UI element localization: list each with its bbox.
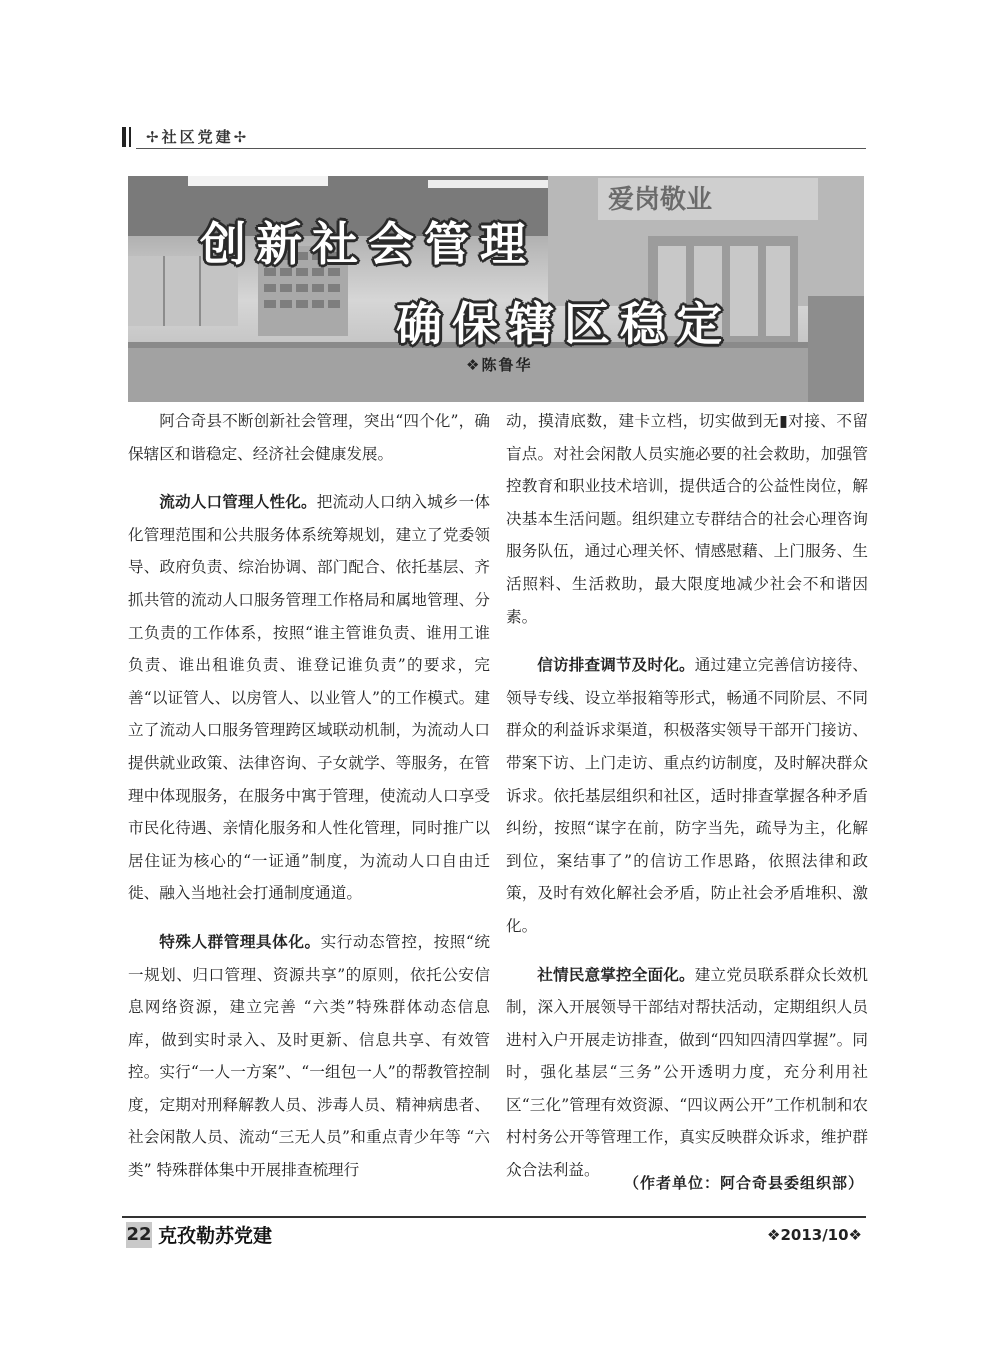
wall-sign-text: 爱岗敬业: [608, 185, 713, 215]
section-label: ✢社区党建✢: [146, 128, 250, 146]
section-2-continued: 动，摸清底数，建卡立档，切实做到无▮对接、不留盲点。对社会闲散人员实施必要的社会救助，加强管控教育和职业技术培训，提供适合的公益性岗位，解决基本生活问题。组织建立专群结合的社会心理咨询服务队伍，通过心理关怀、情感慰藉、上门服务、生活照料、生活救助，最大限度地减少社会不和谐因素。: [506, 412, 868, 626]
section-1-body: 把流动人口纳入城乡一体化管理范围和公共服务体系统筹规划，建立了党委领导、政府负责、综治协调、部门配合、依托基层、齐抓共管的流动人口服务管理工作格局和属地管理、分工负责的工作体系，按照“谁主管谁负责、谁用工谁负责、谁出租谁负责、谁登记谁负责”的要求，完善“以证管人、以房管人、以业管人”的工作模式。建立了流动人口服务管理跨区域联动机制，为流动人口提供就业政策、法律咨询、子女就学、等服务，在管理中体现服务，在服务中寓于管理，使流动人口享受市民化待遇、亲情化服务和人性化管理，同时推广以居住证为核心的“一证通”制度，为流动人口自由迁徙、融入当地社会打通制度通道。: [128, 493, 490, 903]
section-3-paragraph: [506, 649, 868, 942]
section-3-heading: 信访排查调节及时化。: [537, 656, 695, 675]
section-4-paragraph: [506, 959, 868, 1187]
section-1-heading: 流动人口管理人性化。: [159, 493, 317, 512]
section-bars-decoration: [122, 127, 136, 147]
section-1-paragraph: [128, 486, 490, 910]
author-affiliation: （作者单位：阿合奇县委组织部）: [623, 1174, 864, 1192]
issue-date: ❖2013/10❖: [767, 1226, 862, 1244]
header-rule: [136, 148, 866, 149]
banner-image: [128, 176, 864, 402]
section-2-heading: 特殊人群管理具体化。: [159, 932, 321, 951]
page-footer: [122, 1216, 866, 1256]
section-header: [122, 124, 866, 150]
footer-rule: [122, 1216, 866, 1218]
page-number: 22: [126, 1222, 152, 1248]
section-2-body: 实行动态管控，按照“统一规划、归口管理、资源共享”的原则，依托公安信息网络资源，建立完善 “六类”特殊群体动态信息库，做到实时录入、及时更新、信息共享、有效管控。实行“一人一方案”、“一组包一人”的帮教管控制度，定期对刑释解教人员、涉毒人员、精神病患者、社会闲散人员、流动“三无人员”和重点青少年等 “六类” 特殊群体集中开展排查梳理行: [128, 932, 490, 1180]
section-4-heading: 社情民意掌控全面化。: [537, 965, 695, 984]
article-column-right: [506, 405, 868, 1187]
article-column-left: [128, 405, 490, 1187]
section-3-body: 通过建立完善信访接待、领导专线、设立举报箱等形式，畅通不同阶层、不同群众的利益诉求渠道，积极落实领导干部开门接访、带案下访、上门走访、重点约访制度，及时解决群众诉求。依托基层组织和社区，适时排查掌握各种矛盾纠纷，按照“谋字在前，防字当先，疏导为主，化解到位，案结事了”的信访工作思路，依照法律和政策，及时有效化解社会矛盾，防止社会矛盾堆积、激化。: [506, 656, 868, 935]
article-title-line2: 确保辖区稳定: [396, 297, 732, 351]
section-4-body: 建立党员联系群众长效机制，深入开展领导干部结对帮扶活动，定期组织人员进村入户开展走访排查，做到“四知四清四掌握”。同时，强化基层“三务”公开透明力度，充分利用社区“三化”管理有效资源、“四议两公开”工作机制和农村村务公开等管理工作，真实反映群众诉求，维护群众合法利益。: [506, 965, 868, 1180]
intro-paragraph: 阿合奇县不断创新社会管理，突出“四个化”，确保辖区和谐稳定、经济社会健康发展。: [128, 412, 490, 463]
article-author: ❖陈鲁华: [466, 356, 533, 374]
section-2-paragraph: [128, 926, 490, 1187]
magazine-name: 克孜勒苏党建: [158, 1225, 273, 1247]
article-title-line1: 创新社会管理: [200, 217, 536, 271]
